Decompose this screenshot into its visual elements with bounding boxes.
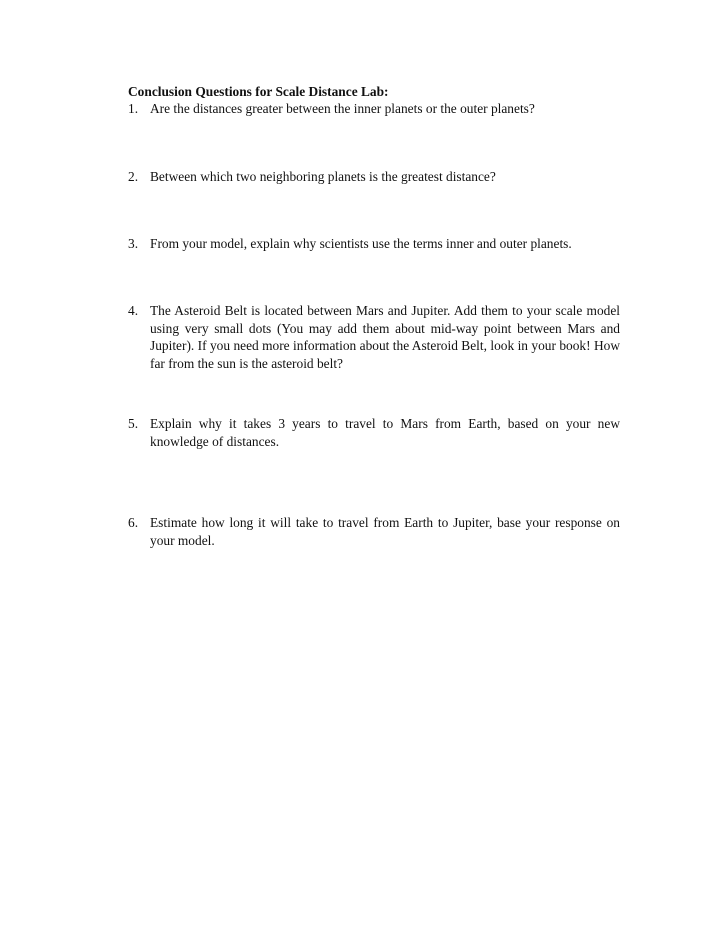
question-number: 6. <box>128 515 139 530</box>
question-4 <box>128 302 620 372</box>
question-text: From your model, explain why scientists use the terms inner and outer planets. <box>150 236 572 251</box>
question-number: 2. <box>128 169 139 184</box>
question-number: 3. <box>128 236 139 251</box>
question-2 <box>128 168 620 186</box>
question-3 <box>128 235 620 253</box>
question-number: 4. <box>128 303 139 318</box>
question-text: The Asteroid Belt is located between Mars and Jupiter. Add them to your scale model using very small dots (You may add them about mid-way point between Mars and Jupiter). If you need more information about the Asteroid Belt, look in your book! How far from the sun is the asteroid belt? <box>150 303 620 371</box>
question-number: 5. <box>128 416 139 431</box>
question-text: Are the distances greater between the inner planets or the outer planets? <box>150 101 535 116</box>
question-1 <box>128 100 620 118</box>
question-text: Estimate how long it will take to travel from Earth to Jupiter, base your response on your model. <box>150 515 620 548</box>
question-number: 1. <box>128 101 139 116</box>
document-title: Conclusion Questions for Scale Distance Lab: <box>128 84 389 99</box>
question-text: Explain why it takes 3 years to travel to Mars from Earth, based on your new knowledge of distances. <box>150 416 620 449</box>
question-5 <box>128 415 620 450</box>
question-6 <box>128 514 620 549</box>
question-text: Between which two neighboring planets is the greatest distance? <box>150 169 496 184</box>
